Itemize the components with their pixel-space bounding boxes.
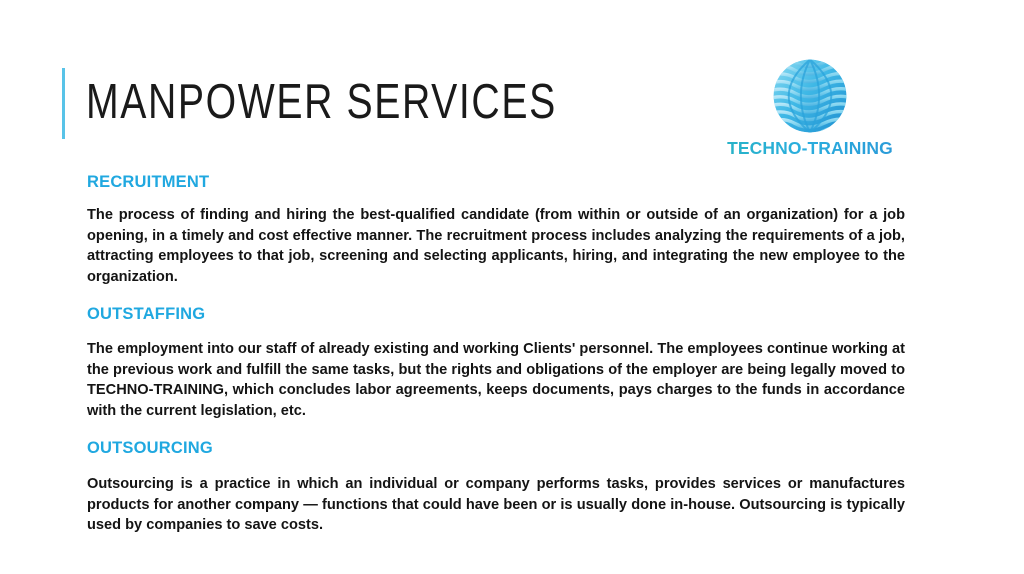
section-heading-outstaffing: OUTSTAFFING <box>87 305 206 323</box>
section-outsourcing <box>87 438 905 536</box>
section-body-outsourcing: Outsourcing is a practice in which an individual or company performs tasks, provides services or manufactures products for another company — functions that could have been or is usually done in-house. Outsourcing is typically used by companies to save costs. <box>87 476 905 533</box>
section-body-recruitment: The process of finding and hiring the best-qualified candidate (from within or outside of an organization) for a job opening, in a timely and cost effective manner. The recruitment process includes analyzing the requirements of a job, attracting employees to that job, screening and selecting applicants, hiring, and integrating the new employee to the organization. <box>87 207 905 285</box>
section-recruitment <box>87 172 905 287</box>
globe-wave-logo-icon <box>772 58 848 134</box>
brand-logo <box>722 58 898 160</box>
page-title: MANPOWER SERVICES <box>86 75 557 129</box>
title-accent-bar <box>62 68 65 139</box>
section-outstaffing <box>87 304 905 421</box>
section-heading-recruitment: RECRUITMENT <box>87 173 210 191</box>
section-body-outstaffing: The employment into our staff of already existing and working Clients' personnel. The employees continue working at the previous work and fulfill the same tasks, but the rights and obligations of the employer are being legally moved to TECHNO-TRAINING, which concludes labor agreements, keeps documents, pays charges to the funds in accordance with the current legislation, etc. <box>87 341 905 419</box>
brand-wordmark: TECHNO-TRAINING <box>722 138 898 159</box>
slide-content <box>87 172 905 536</box>
section-heading-outsourcing: OUTSOURCING <box>87 439 213 457</box>
